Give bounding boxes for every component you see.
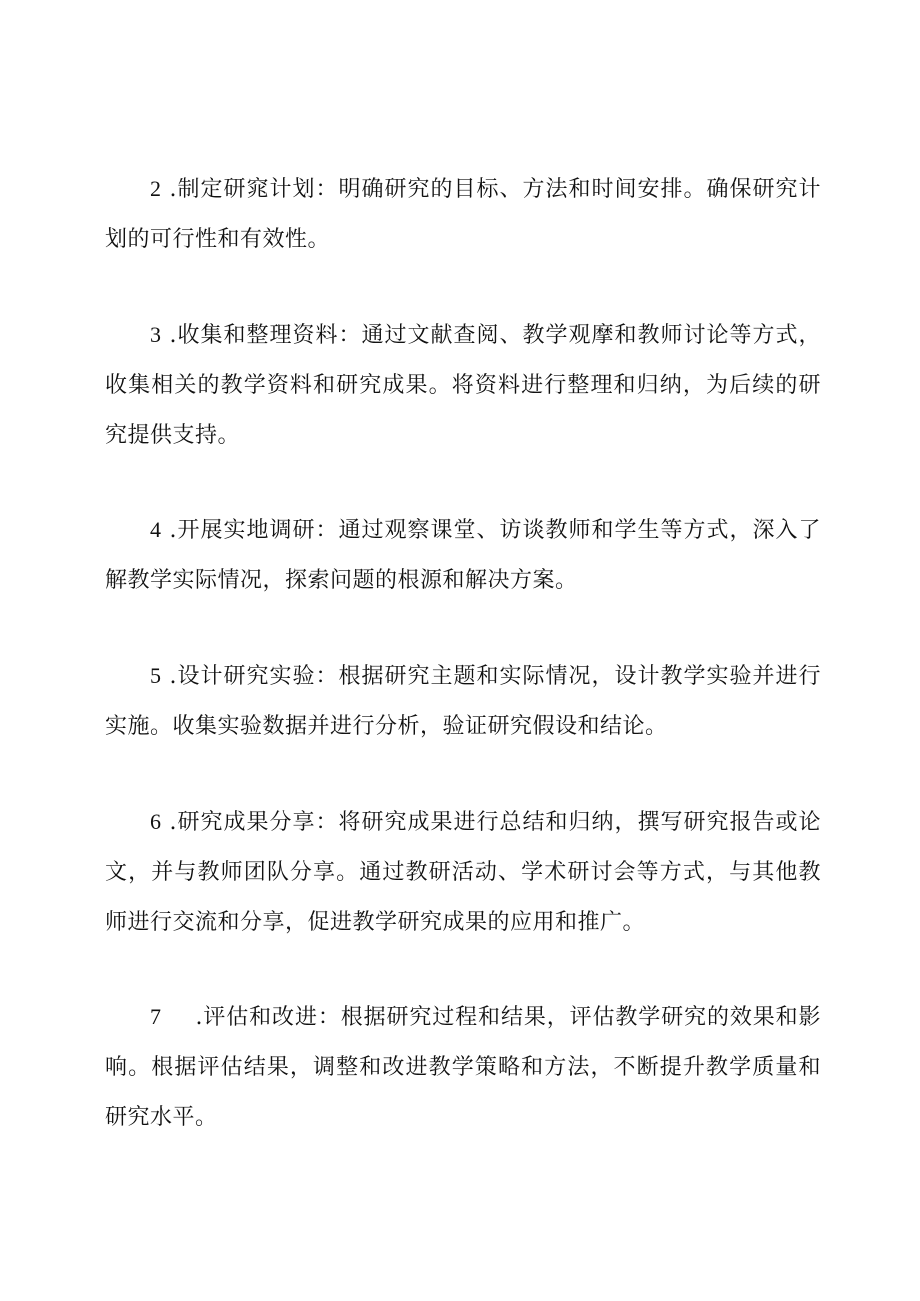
item-number: 6 <box>150 809 162 834</box>
item-number: 5 <box>150 663 162 688</box>
item-number: 3 <box>150 322 162 347</box>
item-text: .评估和改进：根据研究过程和结果，评估教学研究的效果和影响。根据评估结果，调整和改进教学策略和方法，不断提升教学质量和研究水平。 <box>105 1005 821 1130</box>
item-text: .制定研窕计划：明确研究的目标、方法和时间安排。确保研究计划的可行性和有效性。 <box>105 177 821 252</box>
item-number: 2 <box>150 176 162 201</box>
list-item-4 <box>105 505 821 606</box>
list-item-5 <box>105 651 821 752</box>
item-number: 4 <box>150 517 162 542</box>
item-text: .开展实地调研：通过观察课堂、访谈教师和学生等方式，深入了解教学实际情况，探索问题的根源和解决方案。 <box>105 518 821 593</box>
item-text: .研究成果分享：将研究成果进行总结和归纳，撰写研究报告或论文，并与教师团队分享。通过教研活动、学术研讨会等方式，与其他教师进行交流和分享，促进教学研究成果的应用和推广。 <box>105 810 821 935</box>
list-item-7 <box>105 992 821 1143</box>
list-item-2 <box>105 164 821 265</box>
item-text: .收集和整理资料：通过文献查阅、教学观摩和教师讨论等方式，收集相关的教学资料和研究成果。将资料进行整理和归纳，为后续的研究提供支持。 <box>105 323 821 448</box>
item-number: 7 <box>150 1004 162 1029</box>
item-text: .设计研究实验：根据研究主题和实际情况，设计教学实验并进行实施。收集实验数据并进行分析，验证研究假设和结论。 <box>105 664 821 739</box>
list-item-6 <box>105 797 821 948</box>
list-item-3 <box>105 310 821 461</box>
